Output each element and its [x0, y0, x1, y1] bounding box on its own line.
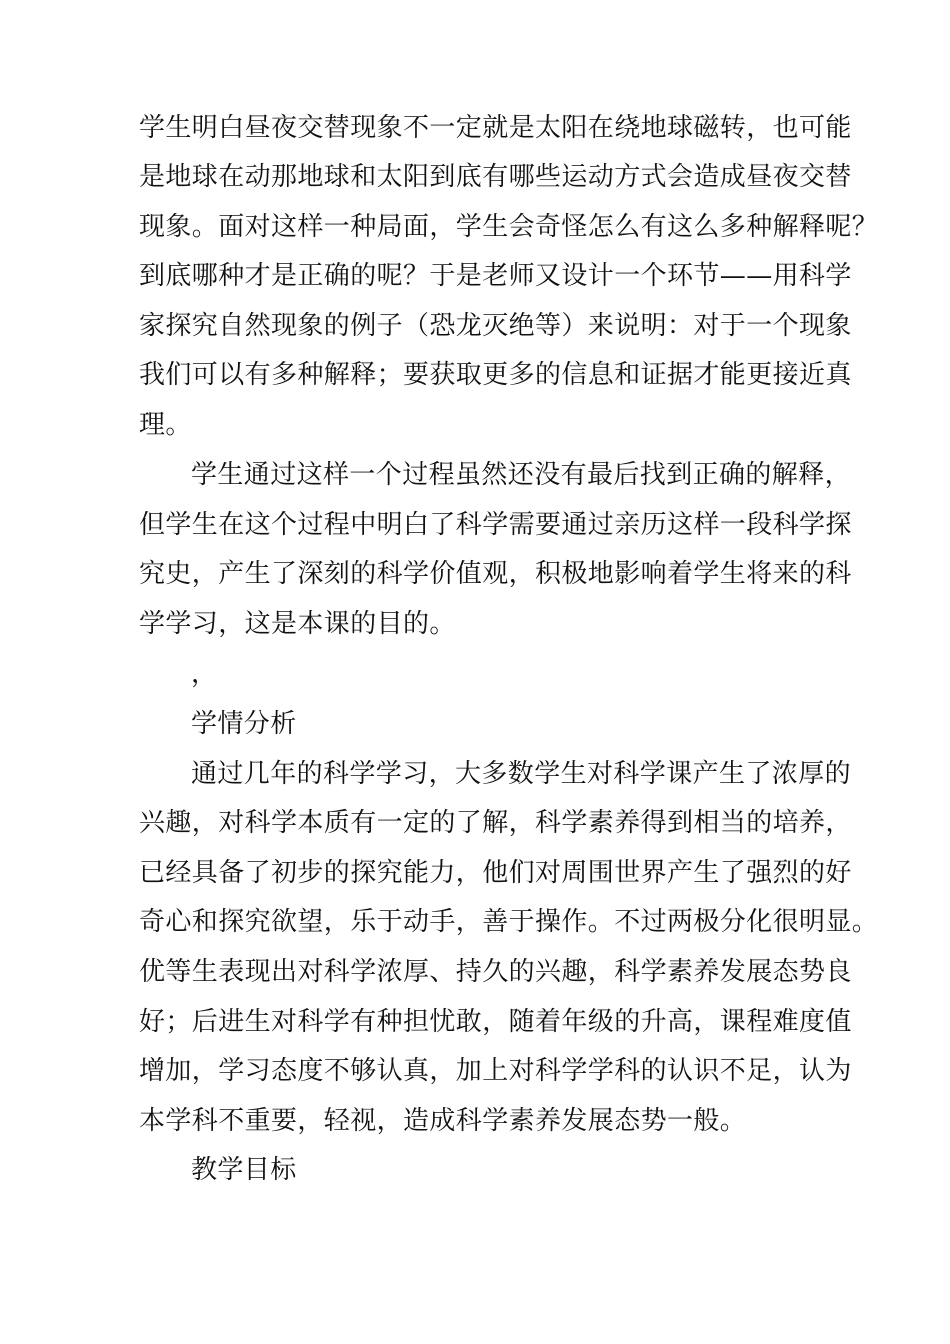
text-line: 学生明白昼夜交替现象不一定就是太阳在绕地球磁转，也可能 — [139, 113, 852, 143]
text-line: 本学科不重要，轻视，造成科学素养发展态势一般。 — [139, 1106, 747, 1136]
text-line: 兴趣，对科学本质有一定的了解，科学素养得到相当的培养， — [139, 808, 852, 838]
stray-mark: ， — [191, 659, 218, 689]
text-line: 是地球在动那地球和太阳到底有哪些运动方式会造成昼夜交替 — [139, 162, 852, 192]
text-line: 理。 — [139, 410, 192, 440]
text-line: 现象。面对这样一种局面，学生会奇怪怎么有这么多种解释呢？ — [139, 212, 879, 242]
text-line: 学学习，这是本课的目的。 — [139, 609, 456, 639]
text-line: 家探究自然现象的例子（恐龙灭绝等）来说明：对于一个现象 — [139, 311, 852, 341]
text-line: 究史，产生了深刻的科学价值观，积极地影响着学生将来的科 — [139, 559, 852, 589]
text-line: 学生通过这样一个过程虽然还没有最后找到正确的解释， — [191, 460, 852, 490]
text-line: 通过几年的科学学习，大多数学生对科学课产生了浓厚的 — [191, 759, 852, 789]
text-line: 已经具备了初步的探究能力，他们对周围世界产生了强烈的好 — [139, 858, 852, 888]
text-line: 增加，学习态度不够认真，加上对科学学科的认识不足，认为 — [139, 1056, 852, 1086]
text-line: 好；后进生对科学有种担忧敢，随着年级的升高，课程难度值 — [139, 1007, 852, 1037]
text-line: 优等生表现出对科学浓厚、持久的兴趣，科学素养发展态势良 — [139, 957, 852, 987]
section-heading-analysis: 学情分析 — [191, 709, 297, 739]
text-line: 我们可以有多种解释；要获取更多的信息和证据才能更接近真 — [139, 360, 852, 390]
text-line: 奇心和探究欲望，乐于动手，善于操作。不过两极分化很明显。 — [139, 907, 879, 937]
text-line: 到底哪种才是正确的呢？于是老师又设计一个环节——用科学 — [139, 261, 852, 291]
text-line: 但学生在这个过程中明白了科学需要通过亲历这样一段科学探 — [139, 510, 852, 540]
section-heading-goals: 教学目标 — [191, 1155, 297, 1185]
